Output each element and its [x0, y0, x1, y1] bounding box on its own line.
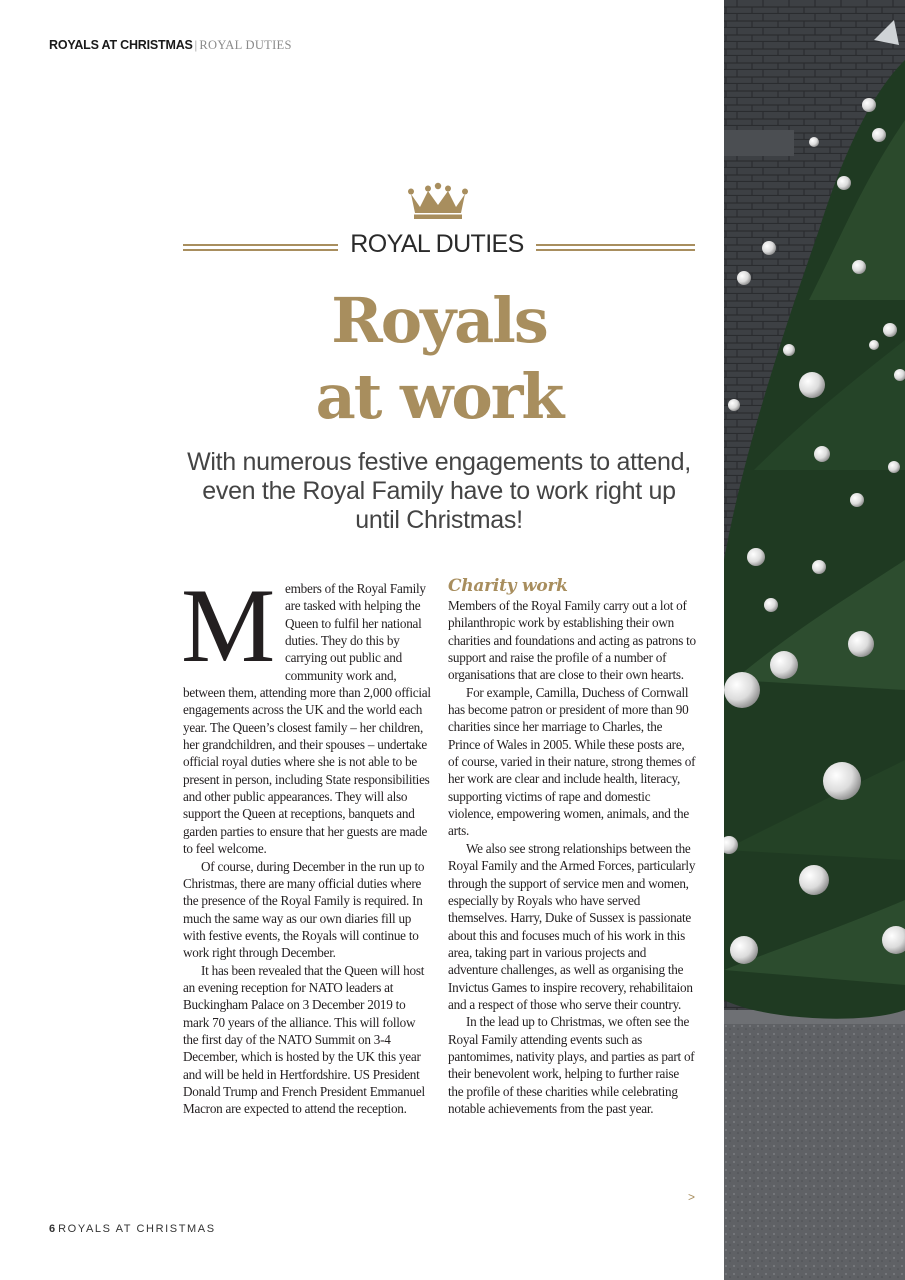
page-number: 6	[49, 1223, 56, 1235]
folio	[49, 1223, 216, 1235]
body-paragraph: It has been revealed that the Queen will host an evening reception for NATO leaders at Buckingham Palace on 3 December 2019 to mark 70 years of the alliance. This will follow the first day of the NATO Summit on 3-4 December, which is hosted by the UK this year and will be held in Hertfordshire. US President Donald Trump and French President Emmanuel Macron are expected to attend the reception.	[183, 962, 425, 1117]
double-rule-right	[536, 243, 695, 252]
body-paragraph: In the lead up to Christmas, we often see the Royal Family attending events such as pantomimes, nativity plays, and parties as part of their benevolent work, helping to further raise the profile of these charities while celebrating notable achievements from the past year.	[448, 1014, 695, 1116]
running-header	[49, 38, 292, 53]
subheading: Charity work	[448, 576, 568, 596]
headline-line-2: at work	[315, 360, 563, 433]
body-column-left	[181, 567, 431, 1118]
christmas-tree-photo	[724, 0, 905, 1280]
header-separator: |	[194, 38, 198, 52]
body-paragraph: We also see strong relationships between the Royal Family and the Armed Forces, particularly through the support of service men and women, especially by Royals who have served themselves. Harry, Duke of Sussex is passionate about this and focuses much of his work in this area, taking part in various projects and adventure challenges, as well as organising the Invictus Games to inspire recovery, rehabilitaion and a respect of those who serve their country.	[448, 840, 696, 1012]
intro-text: embers of the Royal Family are tasked with helping the Queen to fulfil her national duties. They do this by carrying out public and community work and, between them, attending more than 2,000 official engagements across the UK and the world each year. The Queen’s closest family – her children, her grandchildren, and their spouses – undertake official royal duties where she is not able to be present in person, including State responsibilities and other public appearances. They will also support the Queen at receptions, banquets and garden parties to ensure that her guests are made to feel welcome.	[183, 581, 431, 857]
standfirst: With numerous festive engagements to attend, even the Royal Family have to work right up until Christmas!	[187, 448, 691, 534]
body-column-right	[448, 575, 696, 1117]
double-rule-left	[183, 243, 338, 252]
drop-cap: M	[181, 567, 276, 684]
body-paragraph: Of course, during December in the run up to Christmas, there are many official duties where the presence of the Royal Family is required. In much the same way as our own diaries fill up with festive events, the Royals will continue to work right through December.	[183, 858, 425, 961]
body-paragraph	[181, 567, 431, 858]
headline	[183, 283, 695, 435]
publication-name: ROYALS AT CHRISTMAS	[58, 1223, 216, 1235]
body-paragraph: Members of the Royal Family carry out a lot of philanthropic work by establishing their own charities and foundations and acting as patrons to support and raise the profile of a number of organisations that are close to their own hearts.	[448, 598, 696, 683]
header-subsection: ROYAL DUTIES	[199, 38, 292, 52]
continue-arrow-icon: >	[688, 1190, 696, 1204]
section-tag: ROYAL DUTIES	[350, 230, 524, 258]
header-section: ROYALS AT CHRISTMAS	[49, 38, 193, 52]
crown-icon	[405, 182, 471, 222]
body-paragraph: For example, Camilla, Duchess of Cornwall has become patron or president of more than 90 charities since her marriage to Charles, the Prince of Wales in 2005. While these posts are, of course, varied in their nature, strong themes of her work are clear and include health, literacy, supporting victims of rape and domestic violence, empowering women, animals, and the arts.	[448, 684, 696, 839]
headline-line-1: Royals	[331, 284, 547, 357]
